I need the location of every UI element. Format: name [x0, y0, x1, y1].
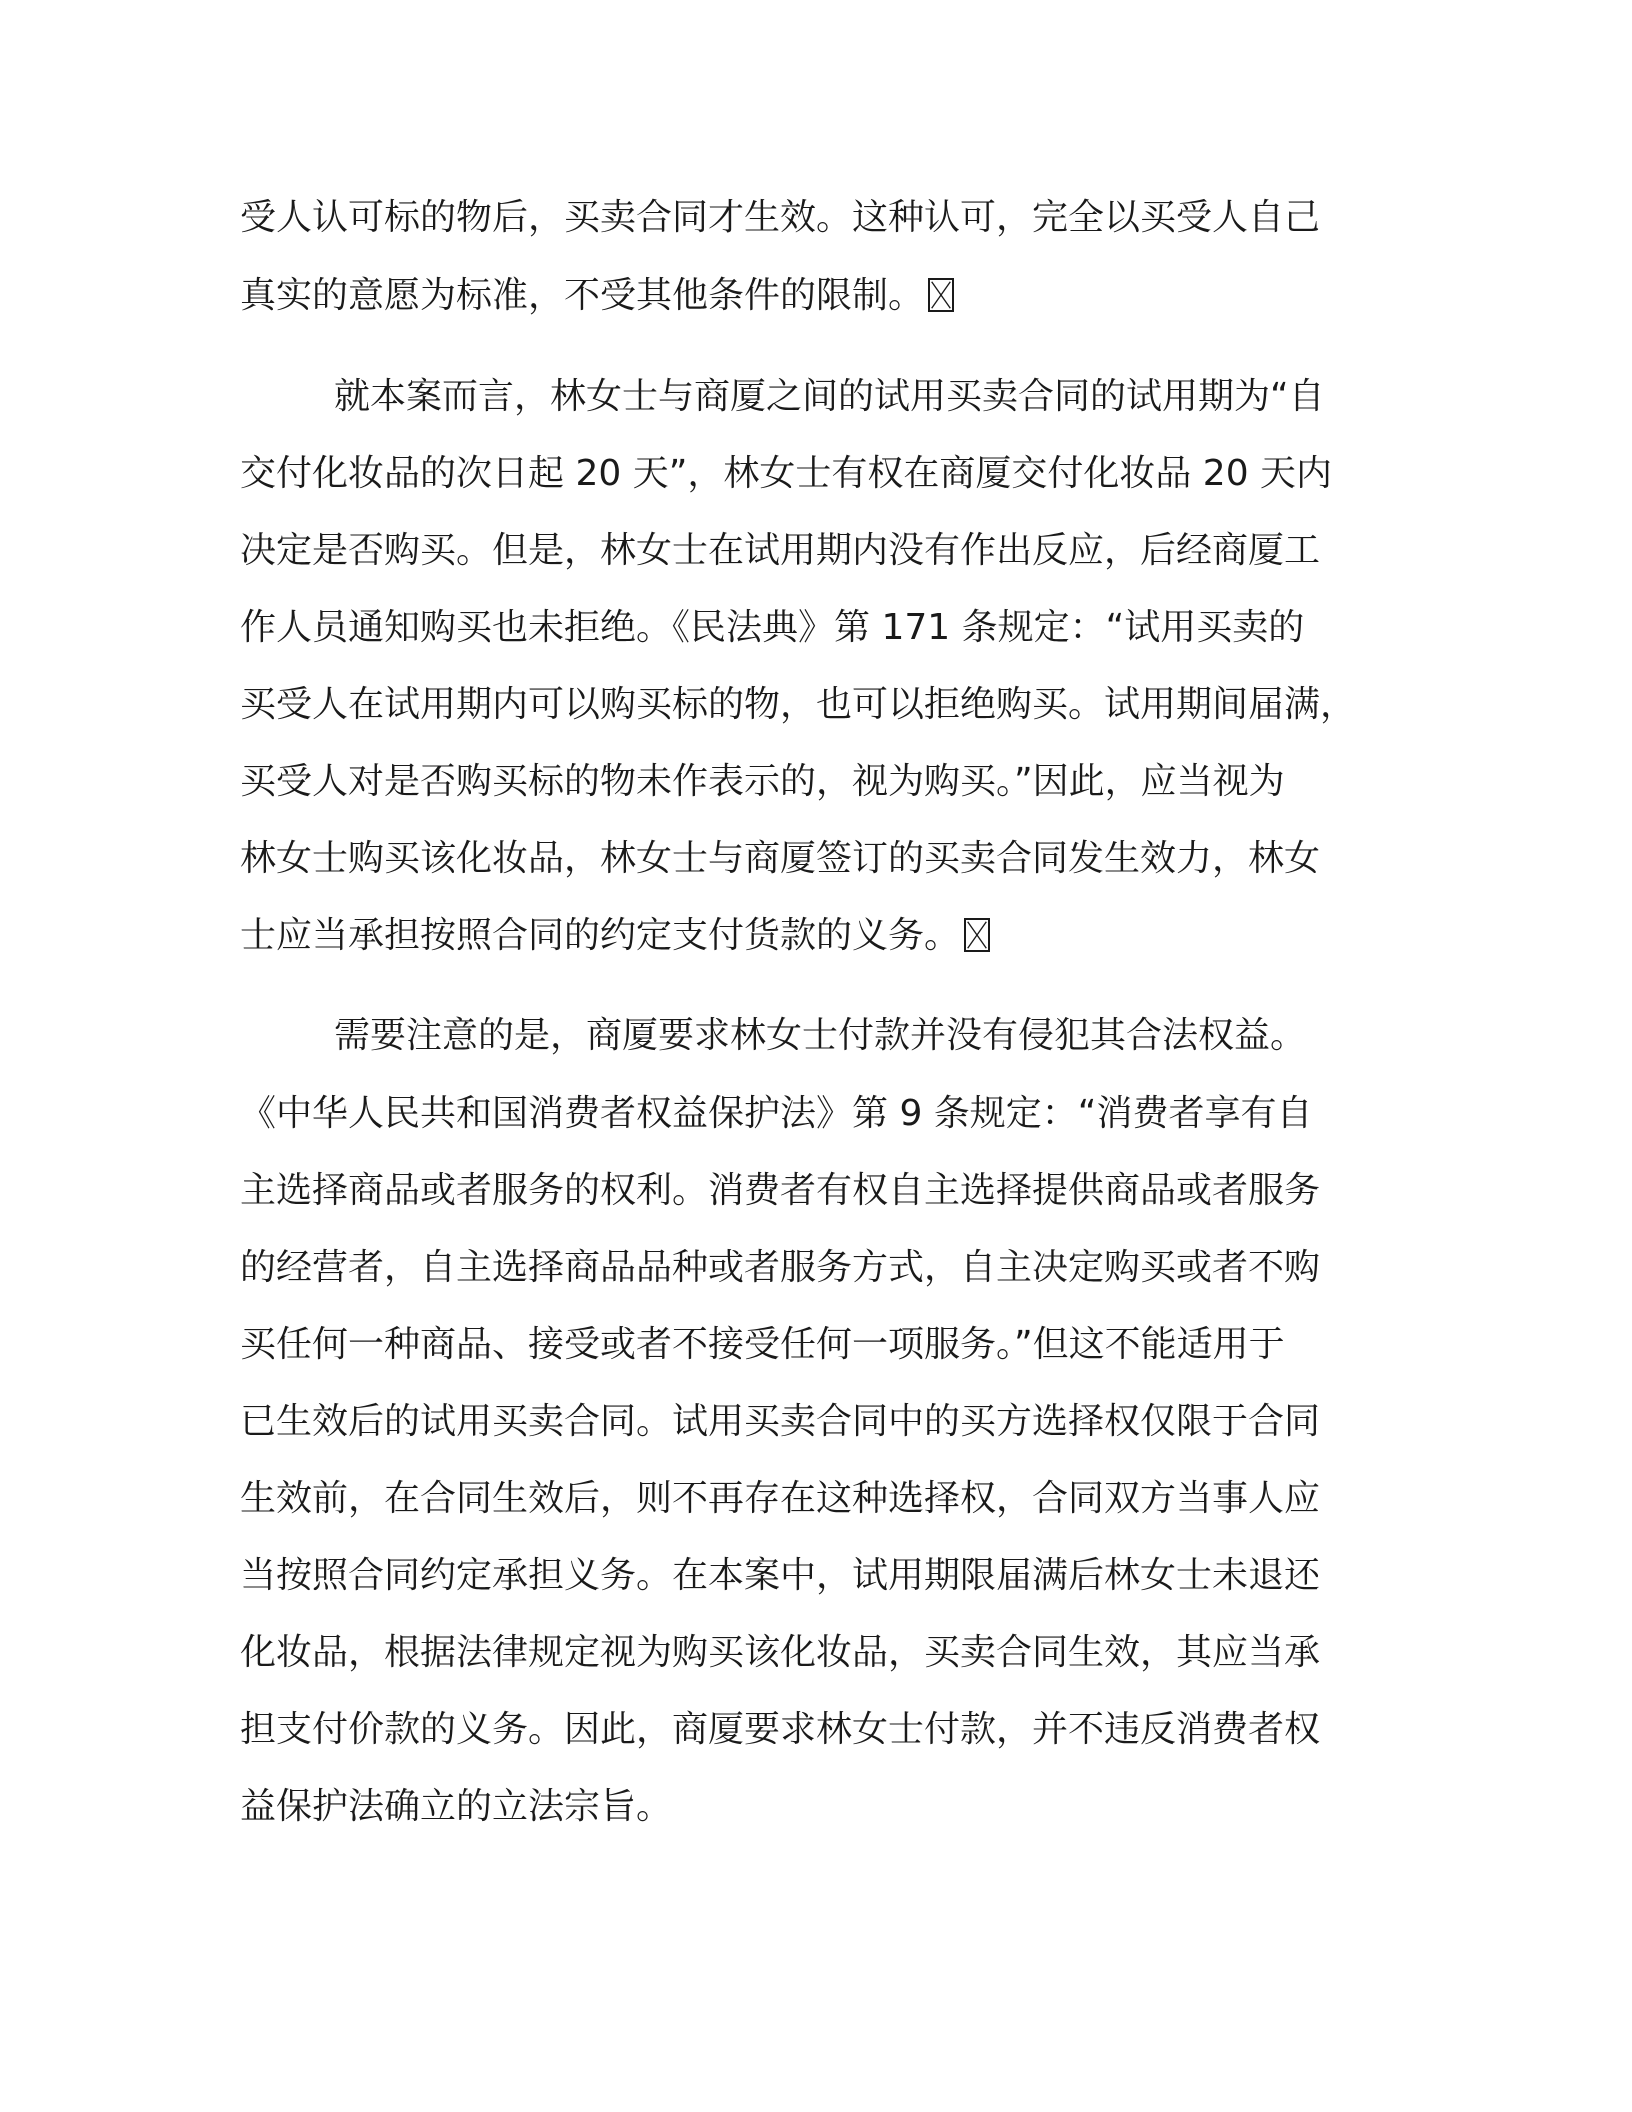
paragraph-3-line-11: 益保护法确立的立法宗旨。 [240, 1786, 673, 1827]
paragraph-1-line-2-text: 真实的意愿为标准，不受其他条件的限制。 [240, 275, 925, 316]
paragraph-3-line-2: 《中华人民共和国消费者权益保护法》第 9 条规定：“消费者享有自 [240, 1093, 1313, 1134]
paragraph-3-line-4: 的经营者，自主选择商品品种或者服务方式，自主决定购买或者不购 [240, 1247, 1321, 1288]
paragraph-2-line-6: 买受人对是否购买标的物未作表示的，视为购买。”因此，应当视为 [240, 761, 1285, 802]
paragraph-2-line-8 [240, 914, 990, 958]
paragraph-2-line-8-text: 士应当承担按照合同的约定支付货款的义务。 [240, 915, 961, 956]
paragraph-2-line-1: 就本案而言，林女士与商厦之间的试用买卖合同的试用期为“自 [334, 376, 1325, 417]
paragraph-3-line-7: 生效前，在合同生效后，则不再存在这种选择权，合同双方当事人应 [240, 1478, 1321, 1519]
paragraph-2-line-3: 决定是否购买。但是，林女士在试用期内没有作出反应，后经商厦工 [240, 530, 1321, 571]
paragraph-3-line-9: 化妆品，根据法律规定视为购买该化妆品，买卖合同生效，其应当承 [240, 1632, 1321, 1673]
paragraph-2-line-4: 作人员通知购买也未拒绝。《民法典》第 171 条规定：“试用买卖的 [240, 607, 1305, 648]
paragraph-3-line-3: 主选择商品或者服务的权利。消费者有权自主选择提供商品或者服务 [240, 1170, 1321, 1211]
paragraph-2-line-5: 买受人在试用期内可以购买标的物，也可以拒绝购买。试用期间届满， [240, 684, 1357, 725]
boxed-x-icon [964, 918, 990, 952]
paragraph-2-line-7: 林女士购买该化妆品，林女士与商厦签订的买卖合同发生效力，林女 [240, 838, 1321, 879]
paragraph-3-line-6: 已生效后的试用买卖合同。试用买卖合同中的买方选择权仅限于合同 [240, 1401, 1321, 1442]
boxed-x-icon [928, 278, 954, 312]
paragraph-3-line-1: 需要注意的是，商厦要求林女士付款并没有侵犯其合法权益。 [334, 1015, 1307, 1056]
paragraph-3-line-8: 当按照合同约定承担义务。在本案中，试用期限届满后林女士未退还 [240, 1555, 1321, 1596]
paragraph-3-line-10: 担支付价款的义务。因此，商厦要求林女士付款，并不违反消费者权 [240, 1709, 1321, 1750]
paragraph-3-line-5: 买任何一种商品、接受或者不接受任何一项服务。”但这不能适用于 [240, 1324, 1285, 1365]
paragraph-1-line-2 [240, 274, 954, 318]
paragraph-1-line-1: 受人认可标的物后，买卖合同才生效。这种认可，完全以买受人自己 [240, 197, 1321, 238]
paragraph-2-line-2: 交付化妆品的次日起 20 天”，林女士有权在商厦交付化妆品 20 天内 [240, 453, 1333, 494]
